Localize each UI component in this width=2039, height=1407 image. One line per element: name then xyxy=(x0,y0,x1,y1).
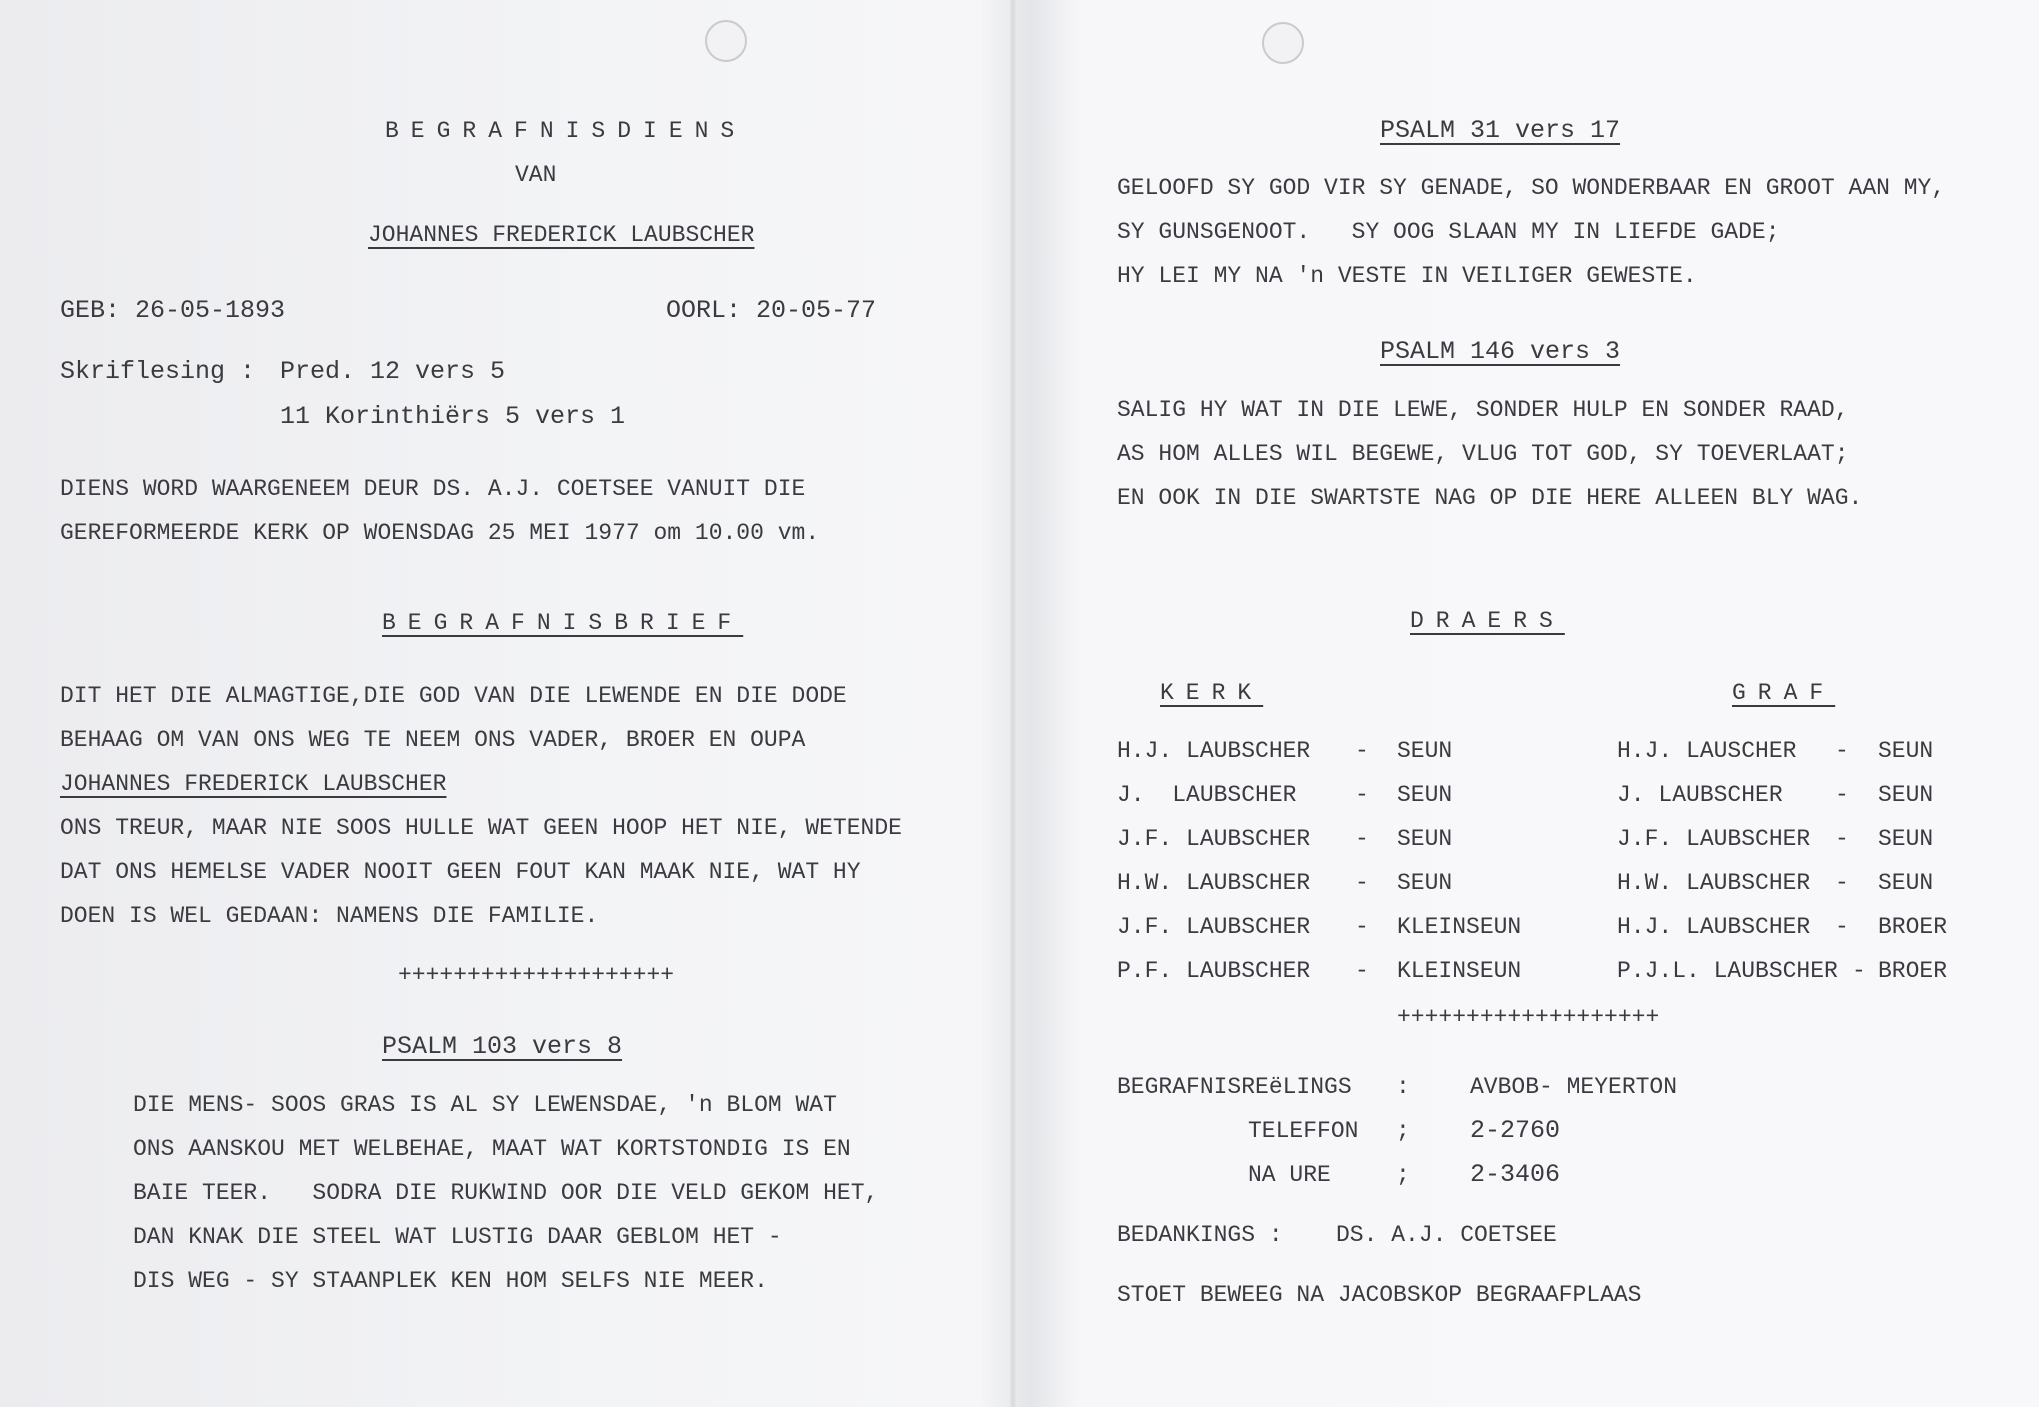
graf-bearer-dash: - xyxy=(1835,738,1849,764)
kerk-bearer-dash: - xyxy=(1355,914,1369,940)
graf-bearer-dash: - xyxy=(1835,914,1849,940)
graf-bearer-relation: SEUN xyxy=(1878,826,1934,852)
psalm-31-line-2: SY GUNSGENOOT. SY OOG SLAAN MY IN LIEFDE GADE; xyxy=(1117,219,1780,245)
graf-bearer-relation: BROER xyxy=(1878,958,1948,984)
arrangements-value: AVBOB- MEYERTON xyxy=(1470,1074,1678,1100)
divider-plus-right: +++++++++++++++++++ xyxy=(1397,1004,1660,1030)
church-bearers-heading: KERK xyxy=(1160,680,1264,706)
kerk-bearer-relation: SEUN xyxy=(1397,738,1453,764)
letter-line-6: DOEN IS WEL GEDAAN: NAMENS DIE FAMILIE. xyxy=(60,903,599,929)
kerk-bearer-name: H.W. LAUBSCHER xyxy=(1117,870,1311,896)
kerk-bearer-dash: - xyxy=(1355,870,1369,896)
death-date: OORL: 20-05-77 xyxy=(666,296,877,325)
graf-bearer-name: J.F. LAUBSCHER xyxy=(1617,826,1811,852)
graf-bearer-name: J. LAUBSCHER xyxy=(1617,782,1783,808)
telephone-semicolon: ; xyxy=(1396,1118,1410,1144)
graf-bearer-relation: SEUN xyxy=(1878,870,1934,896)
kerk-bearer-name: P.F. LAUBSCHER xyxy=(1117,958,1311,984)
psalm-146-line-2: AS HOM ALLES WIL BEGEWE, VLUG TOT GOD, SY TOEVERLAAT; xyxy=(1117,441,1849,467)
scripture-reading-2: 11 Korinthiërs 5 vers 1 xyxy=(280,402,626,431)
graf-bearer-name: H.J. LAUSCHER xyxy=(1617,738,1797,764)
letter-line-4: ONS TREUR, MAAR NIE SOOS HULLE WAT GEEN HOOP HET NIE, WETENDE xyxy=(60,815,902,841)
bearers-title: DRAERS xyxy=(1410,608,1565,634)
after-hours-value: 2-3406 xyxy=(1470,1160,1561,1189)
birth-date: GEB: 26-05-1893 xyxy=(60,296,286,325)
psalm-103-line-5: DIS WEG - SY STAANPLEK KEN HOM SELFS NIE MEER. xyxy=(133,1268,768,1294)
arrangements-colon: : xyxy=(1396,1074,1410,1100)
telephone-value: 2-2760 xyxy=(1470,1116,1561,1145)
page-fold xyxy=(1010,0,1016,1407)
kerk-bearer-name: J. LAUBSCHER xyxy=(1117,782,1297,808)
graf-bearer-relation: BROER xyxy=(1878,914,1948,940)
service-info-line-1: DIENS WORD WAARGENEEM DEUR DS. A.J. COETSEE VANUIT DIE xyxy=(60,476,806,502)
graf-bearer-dash: - xyxy=(1852,958,1866,984)
service-title: BEGRAFNISDIENS xyxy=(385,118,747,144)
psalm-31-line-1: GELOOFD SY GOD VIR SY GENADE, SO WONDERBAAR EN GROOT AAN MY, xyxy=(1117,175,1946,201)
kerk-bearer-relation: SEUN xyxy=(1397,870,1453,896)
punch-hole-left xyxy=(705,20,747,62)
psalm-103-line-3: BAIE TEER. SODRA DIE RUKWIND OOR DIE VELD GEKOM HET, xyxy=(133,1180,879,1206)
psalm-146-title: PSALM 146 vers 3 xyxy=(1380,337,1621,366)
psalm-146-line-1: SALIG HY WAT IN DIE LEWE, SONDER HULP EN SONDER RAAD, xyxy=(1117,397,1849,423)
scripture-label: Skriflesing : xyxy=(60,357,256,386)
letter-line-3: JOHANNES FREDERICK LAUBSCHER xyxy=(60,771,447,797)
van-label: VAN xyxy=(515,162,557,188)
graf-bearer-relation: SEUN xyxy=(1878,738,1934,764)
after-hours-label: NA URE xyxy=(1248,1162,1331,1188)
funeral-letter-title: BEGRAFNISBRIEF xyxy=(382,610,744,636)
psalm-103-line-2: ONS AANSKOU MET WELBEHAE, MAAT WAT KORTSTONDIG IS EN xyxy=(133,1136,851,1162)
kerk-bearer-dash: - xyxy=(1355,826,1369,852)
graf-bearer-dash: - xyxy=(1835,782,1849,808)
scripture-reading-1: Pred. 12 vers 5 xyxy=(280,357,506,386)
kerk-bearer-dash: - xyxy=(1355,958,1369,984)
kerk-bearer-name: J.F. LAUBSCHER xyxy=(1117,914,1311,940)
kerk-bearer-name: J.F. LAUBSCHER xyxy=(1117,826,1311,852)
graf-bearer-name: P.J.L. LAUBSCHER xyxy=(1617,958,1838,984)
letter-line-1: DIT HET DIE ALMAGTIGE,DIE GOD VAN DIE LEWENDE EN DIE DODE xyxy=(60,683,847,709)
graf-bearer-name: H.J. LAUBSCHER xyxy=(1617,914,1811,940)
service-info-line-2: GEREFORMEERDE KERK OP WOENSDAG 25 MEI 1977 om 10.00 vm. xyxy=(60,520,820,546)
graf-bearer-relation: SEUN xyxy=(1878,782,1934,808)
arrangements-label: BEGRAFNISREëLINGS xyxy=(1117,1074,1352,1100)
kerk-bearer-relation: SEUN xyxy=(1397,782,1453,808)
psalm-103-line-1: DIE MENS- SOOS GRAS IS AL SY LEWENSDAE, 'n BLOM WAT xyxy=(133,1092,837,1118)
procession-note: STOET BEWEEG NA JACOBSKOP BEGRAAFPLAAS xyxy=(1117,1282,1642,1308)
punch-hole-right xyxy=(1262,22,1304,64)
kerk-bearer-dash: - xyxy=(1355,738,1369,764)
thanks-label: BEDANKINGS : xyxy=(1117,1222,1283,1248)
graf-bearer-name: H.W. LAUBSCHER xyxy=(1617,870,1811,896)
psalm-103-line-4: DAN KNAK DIE STEEL WAT LUSTIG DAAR GEBLOM HET - xyxy=(133,1224,782,1250)
thanks-value: DS. A.J. COETSEE xyxy=(1336,1222,1557,1248)
letter-line-2: BEHAAG OM VAN ONS WEG TE NEEM ONS VADER, BROER EN OUPA xyxy=(60,727,806,753)
telephone-label: TELEFFON xyxy=(1248,1118,1359,1144)
graf-bearer-dash: - xyxy=(1835,826,1849,852)
letter-line-5: DAT ONS HEMELSE VADER NOOIT GEEN FOUT KAN MAAK NIE, WAT HY xyxy=(60,859,861,885)
after-hours-semicolon: ; xyxy=(1396,1162,1410,1188)
kerk-bearer-relation: SEUN xyxy=(1397,826,1453,852)
psalm-146-line-3: EN OOK IN DIE SWARTSTE NAG OP DIE HERE ALLEEN BLY WAG. xyxy=(1117,485,1863,511)
deceased-name: JOHANNES FREDERICK LAUBSCHER xyxy=(368,222,755,248)
graf-bearer-dash: - xyxy=(1835,870,1849,896)
psalm-103-title: PSALM 103 vers 8 xyxy=(382,1032,623,1061)
kerk-bearer-relation: KLEINSEUN xyxy=(1397,958,1522,984)
kerk-bearer-name: H.J. LAUBSCHER xyxy=(1117,738,1311,764)
divider-plus-left: ++++++++++++++++++++ xyxy=(398,962,675,988)
grave-bearers-heading: GRAF xyxy=(1732,680,1836,706)
psalm-31-line-3: HY LEI MY NA 'n VESTE IN VEILIGER GEWESTE. xyxy=(1117,263,1697,289)
psalm-31-title: PSALM 31 vers 17 xyxy=(1380,116,1621,145)
kerk-bearer-relation: KLEINSEUN xyxy=(1397,914,1522,940)
kerk-bearer-dash: - xyxy=(1355,782,1369,808)
